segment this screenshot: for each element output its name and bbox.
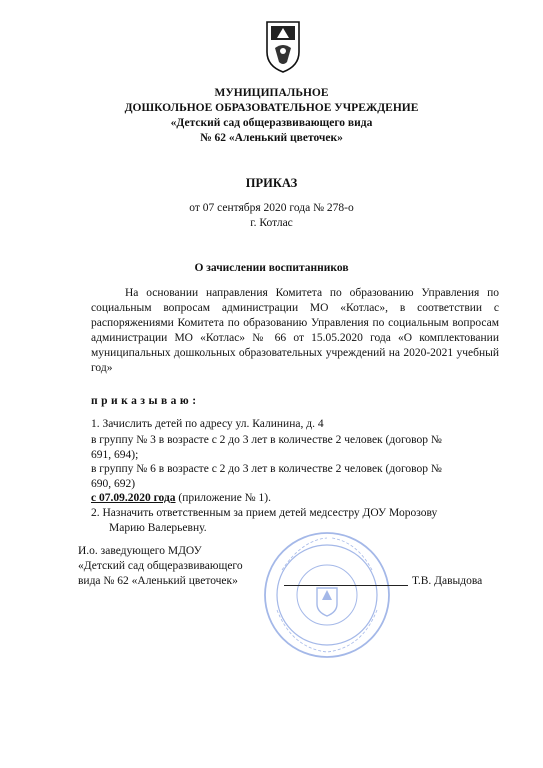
basis-paragraph: На основании направления Комитета по образованию Управления по социальным вопросам администрации МО «Котлас», в соответствии с распоряжениями Комитета по образованию Управления по социальным вопросам администрации МО «Котлас» № 66 от 15.05.2020 года «О комплектовании муниципальных дошкольных образовательных учреждений на 2020-2021 учебный год» [91, 287, 499, 374]
admission-date: с 07.09.2020 года [91, 492, 176, 504]
admission-date-line [91, 491, 271, 506]
official-stamp-icon [262, 530, 392, 660]
admission-date-appendix: (приложение № 1). [175, 492, 271, 504]
group-3-line-1: в группу № 3 в возрасте с 2 до 3 лет в количестве 2 человек (договор № [91, 434, 442, 446]
signatory-title-line1: И.о. заведующего МДОУ [78, 545, 202, 557]
order-date-number: от 07 сентября 2020 года № 278-о [189, 202, 354, 214]
signature-line [284, 585, 408, 586]
signatory-title-line3: вида № 62 «Аленький цветочек» [78, 575, 238, 587]
orders-word: приказываю: [91, 395, 200, 407]
institution-name-line2: № 62 «Аленький цветочек» [200, 132, 343, 144]
signatory-title-line2: «Детский сад общеразвивающего [78, 560, 243, 572]
document-title: ПРИКАЗ [245, 176, 298, 190]
institution-name-line1: «Детский сад общеразвивающего вида [170, 117, 373, 129]
signatory-name: Т.В. Давыдова [412, 575, 483, 587]
item-2-line-1: 2. Назначить ответственным за прием детей медсестру ДОУ Морозову [91, 507, 438, 519]
order-subject: О зачислении воспитанников [194, 262, 349, 274]
item-2-line-2: Марию Валерьевну. [109, 522, 207, 534]
institution-type: МУНИЦИПАЛЬНОЕ [214, 87, 329, 99]
group-6-line-1: в группу № 6 в возрасте с 2 до 3 лет в количестве 2 человек (договор № [91, 463, 442, 475]
group-3-line-2: 691, 694); [91, 449, 139, 461]
institution-category: ДОШКОЛЬНОЕ ОБРАЗОВАТЕЛЬНОЕ УЧРЕЖДЕНИЕ [124, 102, 419, 114]
group-6-line-2: 690, 692) [91, 478, 136, 490]
order-city: г. Котлас [250, 217, 293, 229]
item-1: 1. Зачислить детей по адресу ул. Калинина, д. 4 [91, 418, 324, 430]
city-coat-of-arms-icon [263, 18, 303, 74]
